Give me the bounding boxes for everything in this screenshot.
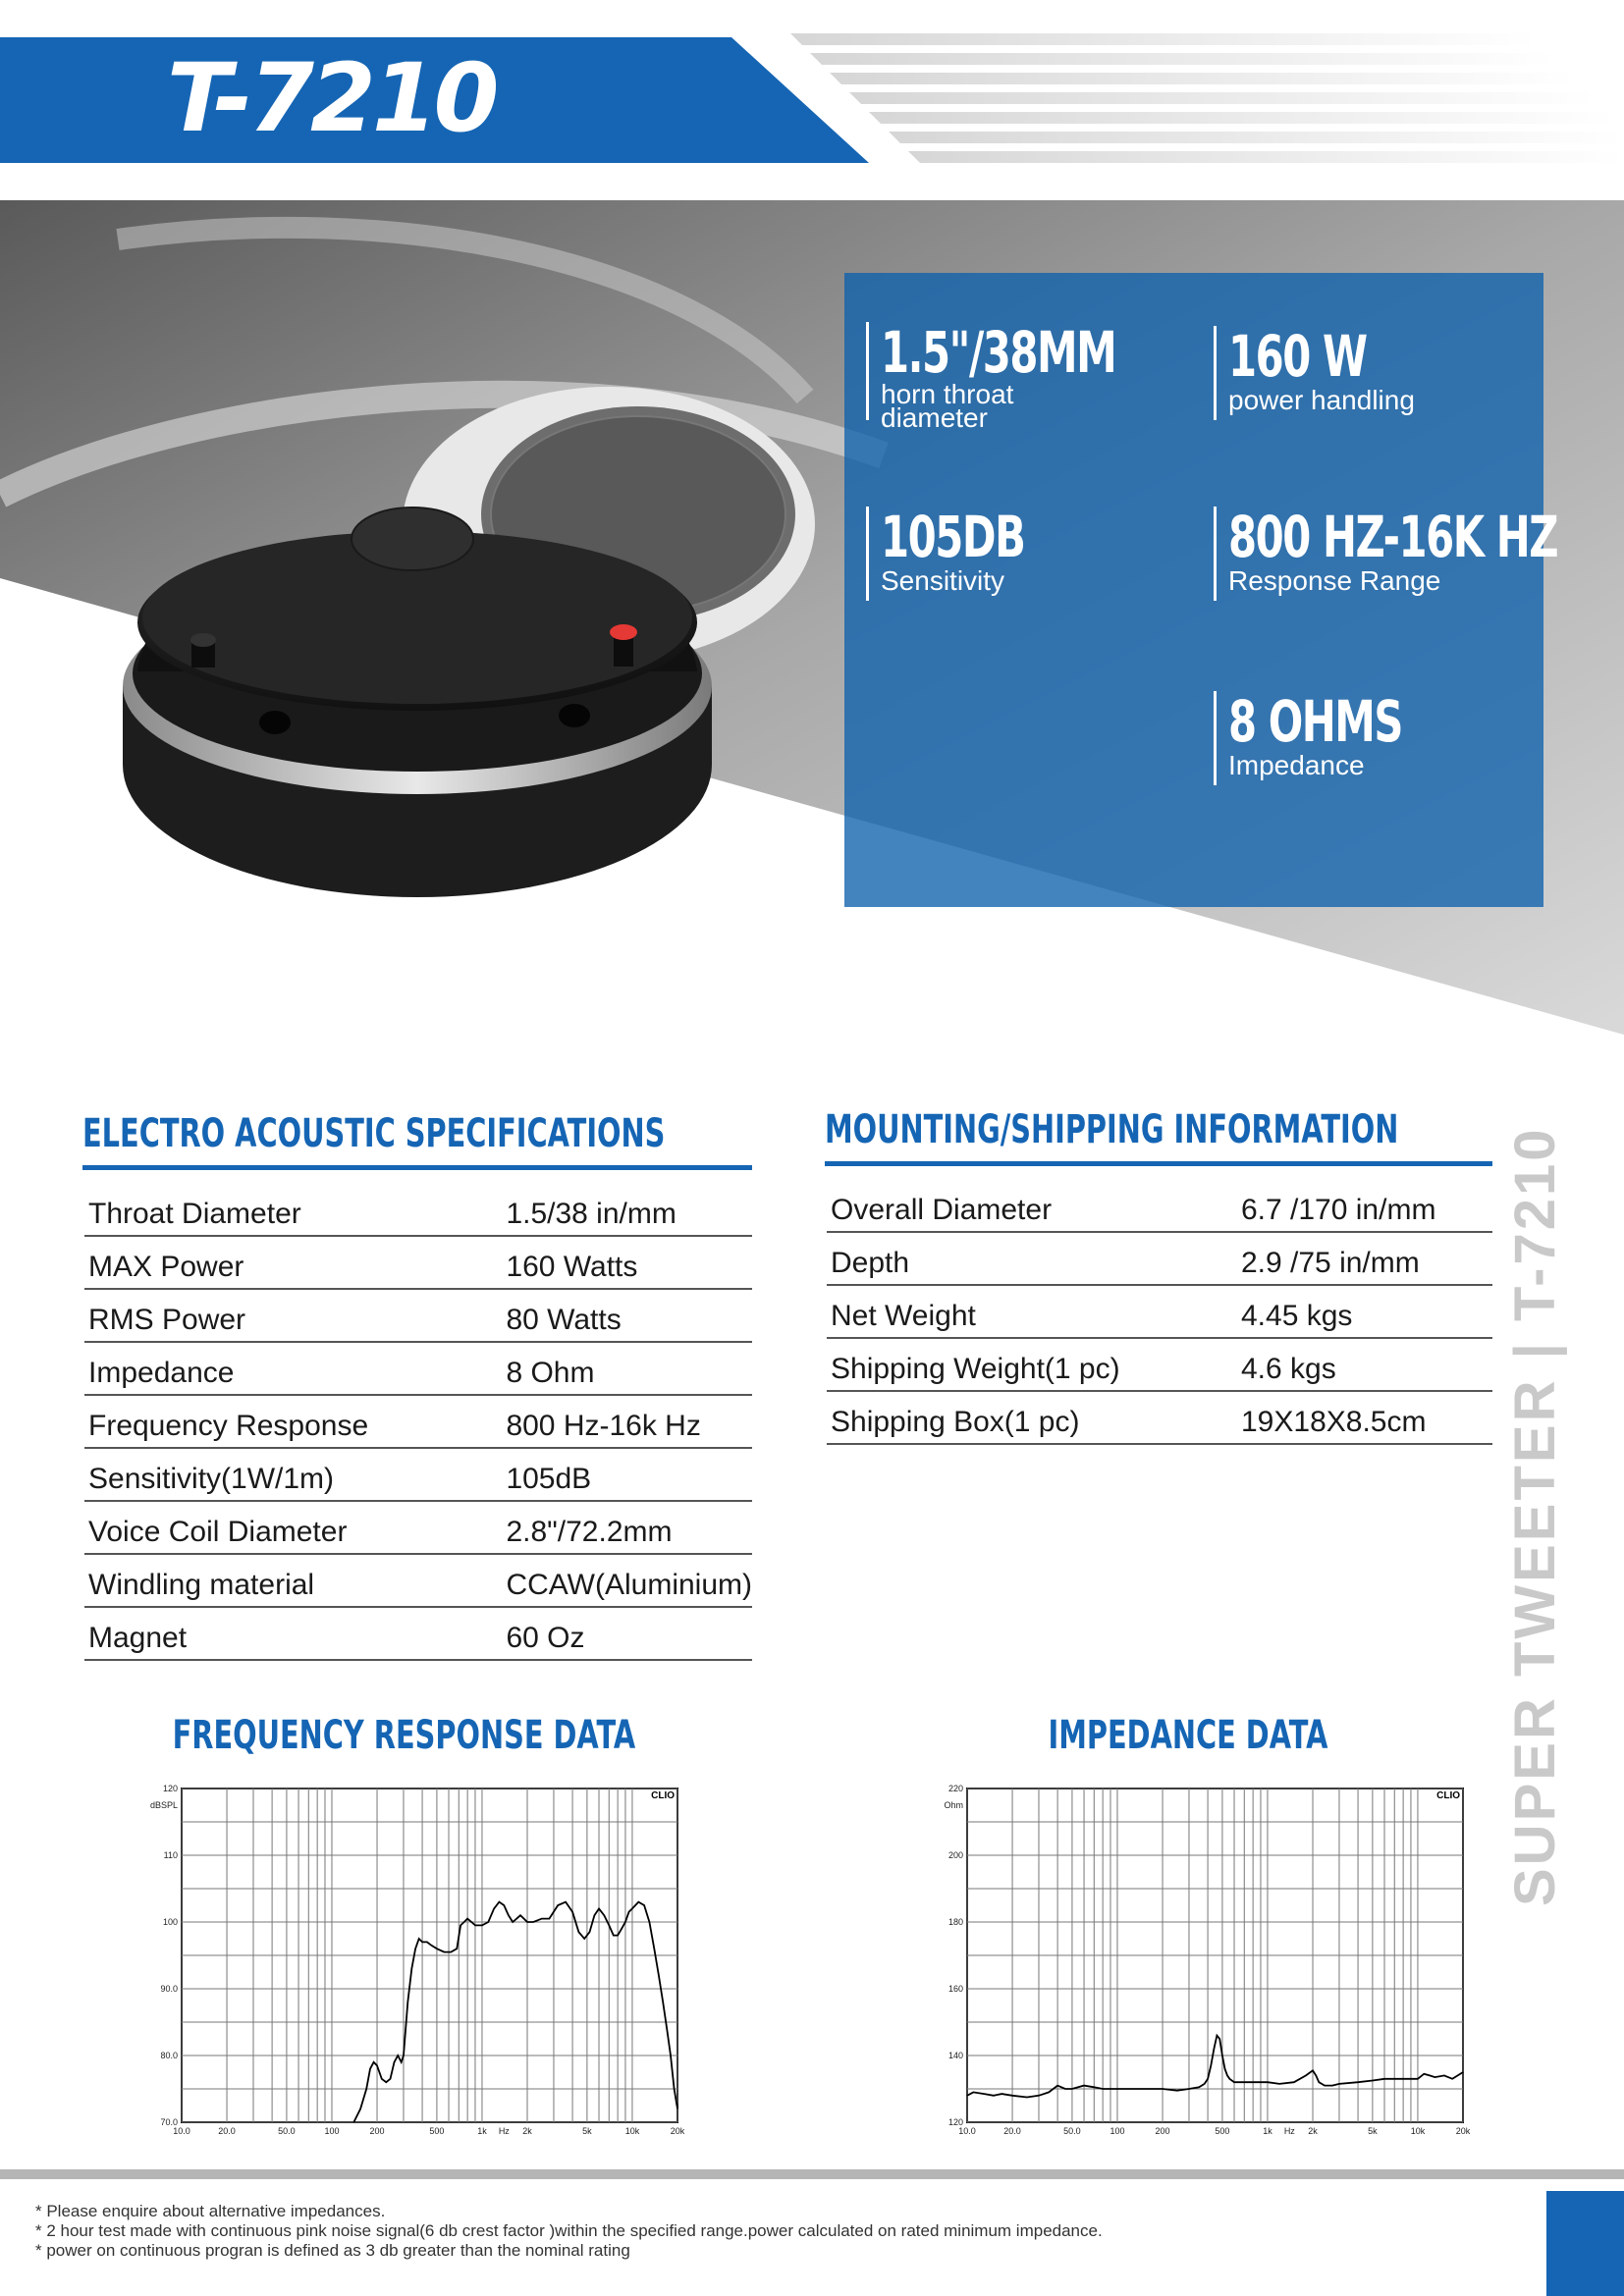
- spec-value: 2.9 /75 in/mm: [1237, 1232, 1492, 1285]
- y-axis-label: dBSPL: [149, 1800, 178, 1810]
- x-tick-label: 2k: [1308, 2126, 1318, 2136]
- x-axis-label: Hz: [1283, 2126, 1295, 2136]
- y-tick-label: 140: [947, 2051, 963, 2060]
- x-tick-label: 50.0: [278, 2126, 296, 2136]
- spec-value: 1.5"/38MM: [881, 319, 1116, 386]
- spec-label: Sensitivity: [881, 565, 1005, 596]
- y-axis-label: Ohm: [944, 1800, 963, 1810]
- x-tick-label: 5k: [582, 2126, 592, 2136]
- impedance-chart-title: IMPEDANCE DATA: [1048, 1713, 1328, 1758]
- electro-section-title: ELECTRO ACOUSTIC SPECIFICATIONS: [82, 1111, 666, 1156]
- spec-value: 8 OHMS: [1228, 688, 1403, 755]
- header-stripes: [790, 33, 1624, 167]
- spec-value: 4.6 kgs: [1237, 1338, 1492, 1391]
- spec-value: 160 W: [1228, 323, 1367, 390]
- spec-row: [84, 1289, 752, 1342]
- spec-row: [84, 1448, 752, 1501]
- spec-value: 4.45 kgs: [1237, 1285, 1492, 1338]
- spec-row: [827, 1180, 1492, 1232]
- spec-row: [84, 1607, 752, 1660]
- spec-name: Overall Diameter: [827, 1180, 1237, 1232]
- y-tick-label: 80.0: [160, 2051, 178, 2060]
- y-tick-label: 90.0: [160, 1984, 178, 1994]
- x-tick-label: 1k: [1263, 2126, 1272, 2136]
- electro-section-rule: [82, 1165, 752, 1170]
- spec-horn-throat: [866, 319, 1207, 433]
- spec-row: [827, 1232, 1492, 1285]
- spec-name: Depth: [827, 1232, 1237, 1285]
- spec-value: 2.8"/72.2mm: [502, 1501, 752, 1554]
- side-product-label: SUPER TWEETER | T-7210: [1503, 1126, 1567, 1906]
- y-tick-label: 160: [947, 1984, 963, 1994]
- mounting-spec-table: [827, 1180, 1492, 1445]
- spec-name: MAX Power: [84, 1236, 502, 1289]
- mounting-section-title: MOUNTING/SHIPPING INFORMATION: [825, 1107, 1399, 1152]
- spec-name: Impedance: [84, 1342, 502, 1395]
- frequency-chart-title: FREQUENCY RESPONSE DATA: [172, 1713, 636, 1758]
- spec-row: [84, 1342, 752, 1395]
- footnote-2: * 2 hour test made with continuous pink noise signal(6 db crest factor )within the specified range.power calculated on rated minimum impedance.: [35, 2221, 1103, 2240]
- footnote-1: * Please enquire about alternative impedances.: [35, 2202, 386, 2220]
- spec-value: 80 Watts: [502, 1289, 752, 1342]
- spec-value: 6.7 /170 in/mm: [1237, 1180, 1492, 1232]
- x-tick-label: 2k: [522, 2126, 532, 2136]
- spec-value: 19X18X8.5cm: [1237, 1391, 1492, 1444]
- y-tick-label: 70.0: [160, 2117, 178, 2127]
- spec-name: Magnet: [84, 1607, 502, 1660]
- x-tick-label: 200: [369, 2126, 385, 2136]
- spec-row: [84, 1554, 752, 1607]
- x-tick-label: 10.0: [958, 2126, 976, 2136]
- spec-row: [84, 1395, 752, 1448]
- x-tick-label: 500: [1215, 2126, 1230, 2136]
- spec-name: Throat Diameter: [84, 1184, 502, 1236]
- y-tick-label: 120: [947, 2117, 963, 2127]
- x-tick-label: 5k: [1368, 2126, 1378, 2136]
- corner-accent-block: [1546, 2191, 1624, 2296]
- spec-row: [827, 1285, 1492, 1338]
- spec-name: Windling material: [84, 1554, 502, 1607]
- spec-value: 60 Oz: [502, 1607, 752, 1660]
- spec-value: CCAW(Aluminium): [502, 1554, 752, 1607]
- impedance-chart: [913, 1777, 1473, 2140]
- spec-name: Shipping Box(1 pc): [827, 1391, 1237, 1444]
- y-tick-label: 180: [947, 1917, 963, 1927]
- spec-sensitivity: [866, 504, 1080, 601]
- x-tick-label: 50.0: [1063, 2126, 1081, 2136]
- key-specs-panel: [844, 273, 1558, 907]
- spec-row: [84, 1184, 752, 1236]
- spec-label: power handling: [1228, 385, 1415, 415]
- spec-row: [827, 1338, 1492, 1391]
- spec-impedance: [1214, 688, 1470, 785]
- spec-response-range: [1214, 504, 1624, 601]
- x-tick-label: 1k: [477, 2126, 487, 2136]
- spec-name: Voice Coil Diameter: [84, 1501, 502, 1554]
- y-tick-label: 220: [947, 1784, 963, 1793]
- y-tick-label: 200: [947, 1850, 963, 1860]
- spec-name: Sensitivity(1W/1m): [84, 1448, 502, 1501]
- spec-name: Net Weight: [827, 1285, 1237, 1338]
- spec-value: 105DB: [881, 504, 1025, 570]
- y-tick-label: 120: [162, 1784, 178, 1793]
- footer-divider: [0, 2169, 1624, 2179]
- frequency-response-chart: [128, 1777, 687, 2140]
- spec-row: [84, 1501, 752, 1554]
- x-tick-label: 10k: [624, 2126, 640, 2136]
- spec-value: 8 Ohm: [502, 1342, 752, 1395]
- spec-label: horn throat: [881, 379, 1014, 409]
- spec-value: 105dB: [502, 1448, 752, 1501]
- footnote-3: * power on continuous progran is defined as 3 db greater than the nominal rating: [35, 2241, 630, 2260]
- spec-power-handling: [1214, 323, 1420, 420]
- spec-name: Shipping Weight(1 pc): [827, 1338, 1237, 1391]
- spec-label: Impedance: [1228, 750, 1365, 780]
- spec-label: Response Range: [1228, 565, 1441, 596]
- electro-spec-table: [84, 1184, 752, 1661]
- spec-label: diameter: [881, 402, 988, 433]
- spec-value: 800 HZ-16K HZ: [1228, 504, 1558, 570]
- spec-row: [84, 1236, 752, 1289]
- spec-name: RMS Power: [84, 1289, 502, 1342]
- spec-row: [827, 1391, 1492, 1444]
- spec-value: 800 Hz-16k Hz: [502, 1395, 752, 1448]
- x-tick-label: 200: [1155, 2126, 1170, 2136]
- mounting-section-rule: [825, 1161, 1492, 1166]
- x-tick-label: 100: [1110, 2126, 1125, 2136]
- brand-mark: CLIO: [1436, 1790, 1460, 1801]
- x-tick-label: 10.0: [173, 2126, 190, 2136]
- model-title: T-7210: [167, 43, 496, 153]
- spec-value: 1.5/38 in/mm: [502, 1184, 752, 1236]
- x-tick-label: 20.0: [1003, 2126, 1021, 2136]
- x-tick-label: 20.0: [218, 2126, 236, 2136]
- x-tick-label: 500: [429, 2126, 445, 2136]
- x-tick-label: 100: [324, 2126, 340, 2136]
- y-tick-label: 110: [163, 1850, 178, 1860]
- brand-mark: CLIO: [651, 1790, 675, 1801]
- x-axis-label: Hz: [498, 2126, 510, 2136]
- x-tick-label: 10k: [1410, 2126, 1426, 2136]
- x-tick-label: 20k: [1455, 2126, 1471, 2136]
- spec-name: Frequency Response: [84, 1395, 502, 1448]
- spec-value: 160 Watts: [502, 1236, 752, 1289]
- x-tick-label: 20k: [670, 2126, 685, 2136]
- y-tick-label: 100: [162, 1917, 178, 1927]
